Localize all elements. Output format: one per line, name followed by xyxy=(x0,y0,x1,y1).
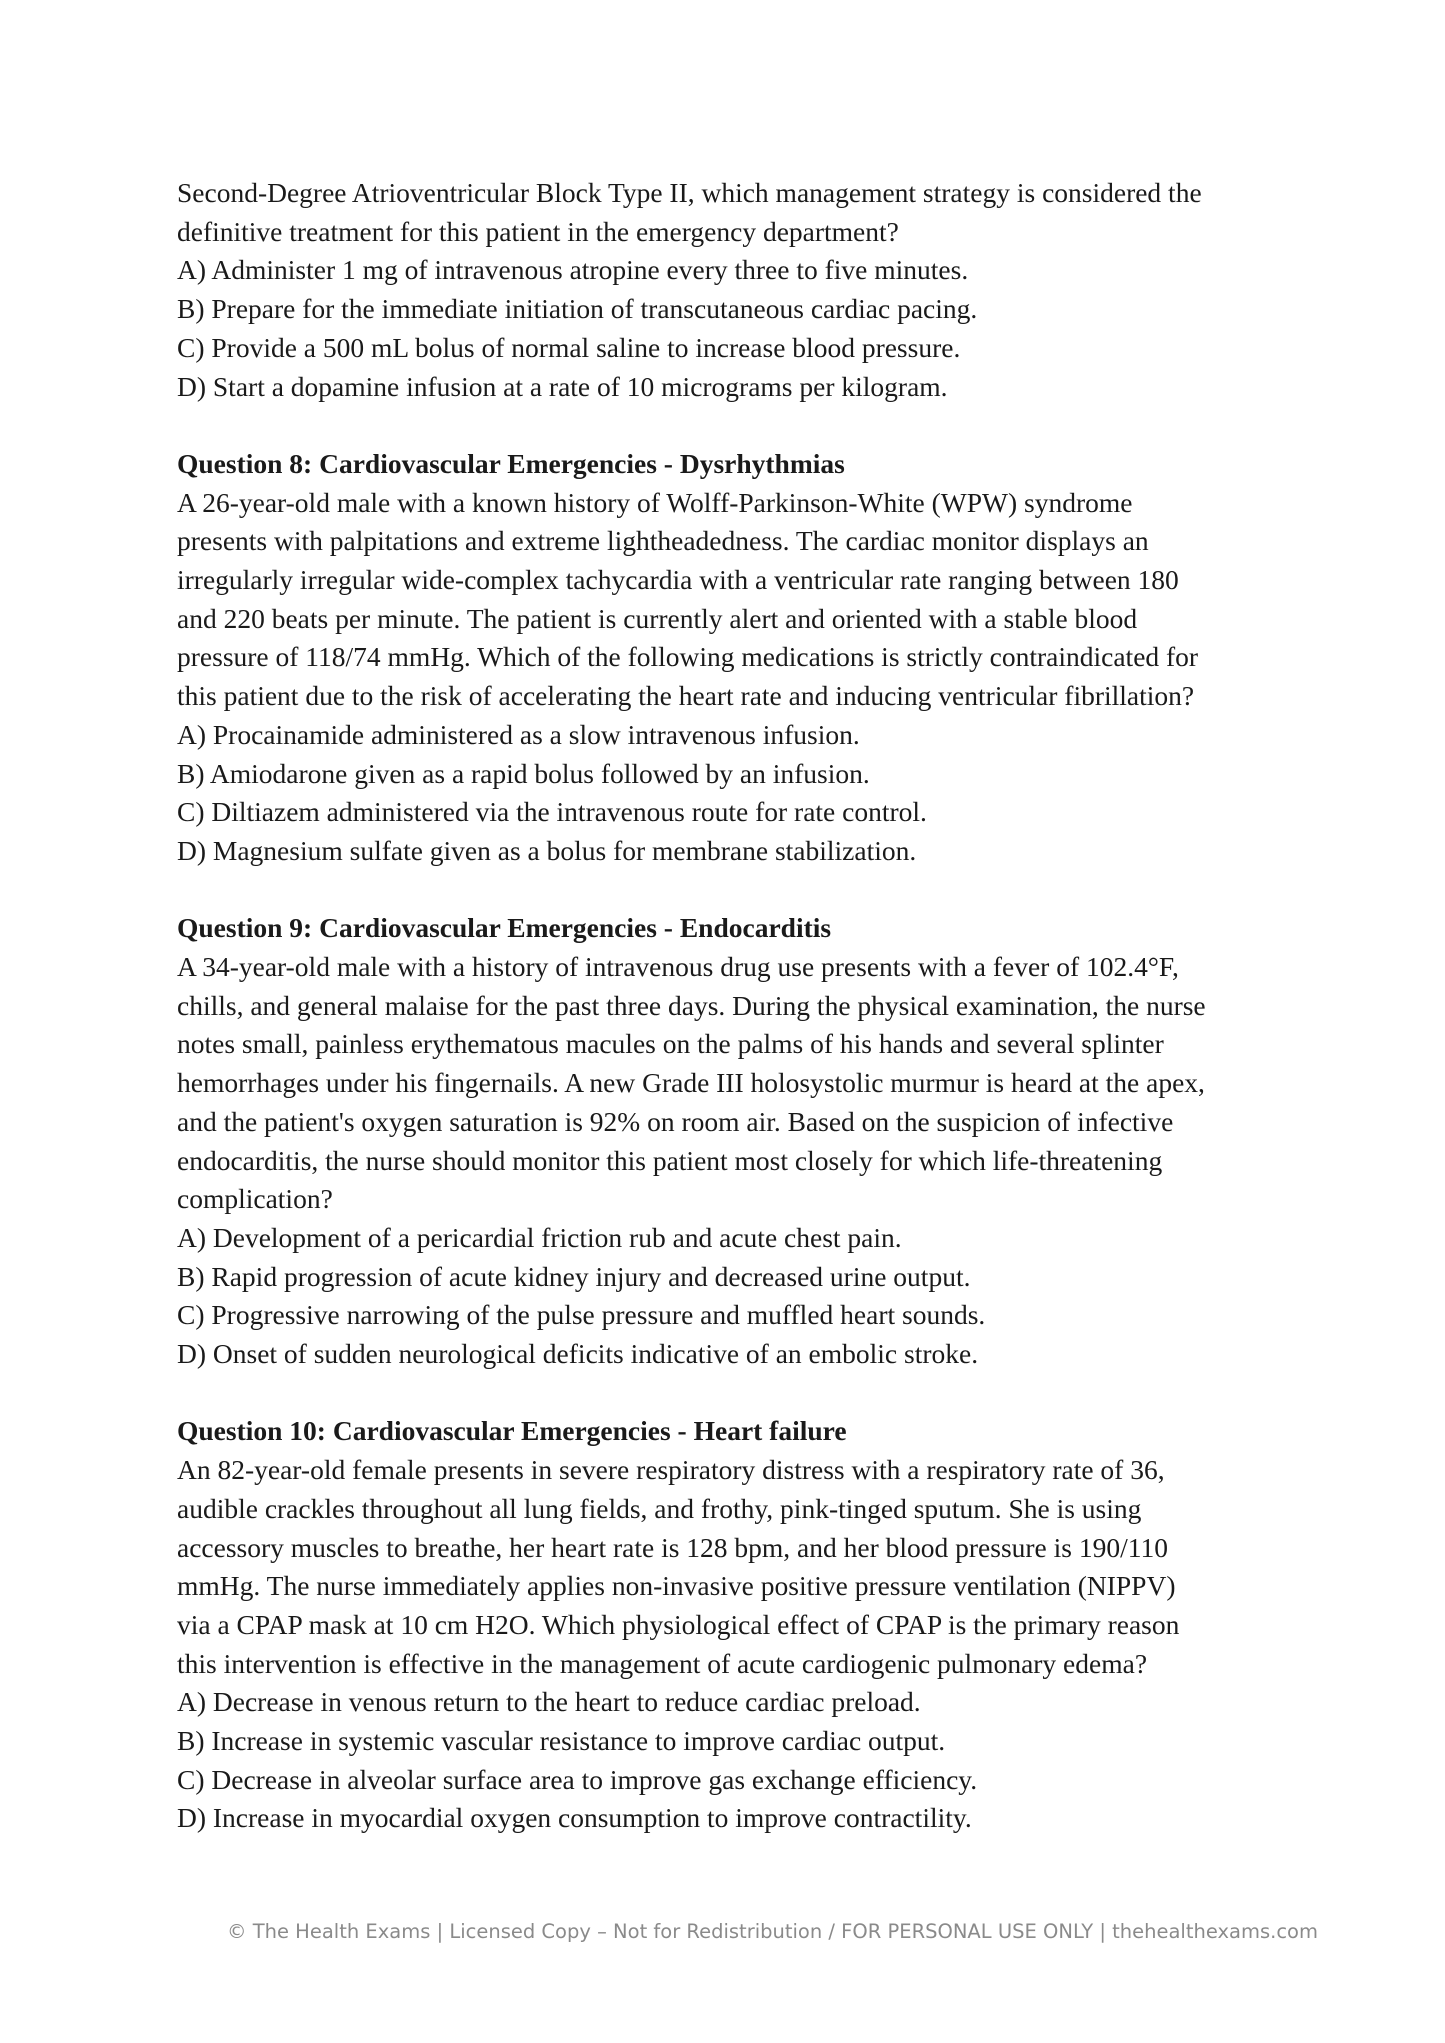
question-text-line: audible crackles throughout all lung fields, and frothy, pink-tinged sputum. She is using xyxy=(177,1492,1142,1524)
question-9 xyxy=(177,909,1297,1373)
question-text-line: complication? xyxy=(177,1183,333,1215)
question-text-line: hemorrhages under his fingernails. A new Grade III holosystolic murmur is heard at the apex, xyxy=(177,1067,1205,1099)
question-text-line: Second-Degree Atrioventricular Block Type II, which management strategy is considered the xyxy=(177,177,1202,208)
question-text-line: this intervention is effective in the management of acute cardiogenic pulmonary edema? xyxy=(177,1647,1148,1679)
question-text-line: endocarditis, the nurse should monitor this patient most closely for which life-threatening xyxy=(177,1144,1163,1176)
question-text-line: via a CPAP mask at 10 cm H2O. Which physiological effect of CPAP is the primary reason xyxy=(177,1608,1180,1640)
answer-option-c: C) Progressive narrowing of the pulse pressure and muffled heart sounds. xyxy=(177,1299,986,1331)
question-text-line: A 26-year-old male with a known history of Wolff-Parkinson-White (WPW) syndrome xyxy=(177,486,1133,518)
question-text-line: A 34-year-old male with a history of intravenous drug use presents with a fever of 102.4°F, xyxy=(177,951,1179,983)
question-7-continuation xyxy=(177,174,1297,406)
answer-option-b: B) Increase in systemic vascular resistance to improve cardiac output. xyxy=(177,1725,946,1757)
answer-option-b: B) Rapid progression of acute kidney injury and decreased urine output. xyxy=(177,1260,971,1292)
question-text-line: presents with palpitations and extreme lightheadedness. The cardiac monitor displays an xyxy=(177,525,1149,557)
answer-option-a: A) Decrease in venous return to the heart to reduce cardiac preload. xyxy=(177,1686,921,1718)
question-text-line: mmHg. The nurse immediately applies non-invasive positive pressure ventilation (NIPPV) xyxy=(177,1570,1176,1602)
question-heading: Question 8: Cardiovascular Emergencies - Dysrhythmias xyxy=(177,447,845,479)
answer-option-b: B) Prepare for the immediate initiation of transcutaneous cardiac pacing. xyxy=(177,293,978,325)
question-8 xyxy=(177,445,1297,871)
spacer xyxy=(177,871,1297,910)
question-text-line: and 220 beats per minute. The patient is currently alert and oriented with a stable blood xyxy=(177,602,1138,634)
spacer xyxy=(177,406,1297,445)
answer-option-d: D) Increase in myocardial oxygen consumption to improve contractility. xyxy=(177,1802,972,1834)
question-heading: Question 9: Cardiovascular Emergencies - Endocarditis xyxy=(177,912,832,944)
question-heading: Question 10: Cardiovascular Emergencies - Heart failure xyxy=(177,1415,847,1447)
answer-option-a: A) Administer 1 mg of intravenous atropine every three to five minutes. xyxy=(177,254,969,286)
answer-option-c: C) Decrease in alveolar surface area to improve gas exchange efficiency. xyxy=(177,1763,978,1795)
answer-option-c: C) Diltiazem administered via the intravenous route for rate control. xyxy=(177,796,927,828)
document-body xyxy=(177,174,1297,1838)
question-text-line: this patient due to the risk of accelerating the heart rate and inducing ventricular fibrillation? xyxy=(177,680,1195,712)
question-text-line: pressure of 118/74 mmHg. Which of the following medications is strictly contraindicated for xyxy=(177,641,1199,673)
answer-option-c: C) Provide a 500 mL bolus of normal saline to increase blood pressure. xyxy=(177,331,961,363)
question-text-line: An 82-year-old female presents in severe respiratory distress with a respiratory rate of 36, xyxy=(177,1454,1165,1486)
answer-option-d: D) Magnesium sulfate given as a bolus for membrane stabilization. xyxy=(177,834,917,866)
question-text-line: chills, and general malaise for the past three days. During the physical examination, the nurse xyxy=(177,989,1206,1021)
question-10 xyxy=(177,1412,1297,1838)
question-text-line: and the patient's oxygen saturation is 92% on room air. Based on the suspicion of infective xyxy=(177,1105,1174,1137)
question-text-line: irregularly irregular wide-complex tachycardia with a ventricular rate ranging between 180 xyxy=(177,564,1179,596)
page-footer: © The Health Exams | Licensed Copy – Not for Redistribution / FOR PERSONAL USE ONLY | thehealthexams.com xyxy=(227,1920,1318,1943)
question-text-line: accessory muscles to breathe, her heart rate is 128 bpm, and her blood pressure is 190/110 xyxy=(177,1531,1168,1563)
spacer xyxy=(177,1374,1297,1413)
question-text-line: notes small, painless erythematous macules on the palms of his hands and several splinter xyxy=(177,1028,1164,1060)
answer-option-d: D) Start a dopamine infusion at a rate of 10 micrograms per kilogram. xyxy=(177,370,948,402)
answer-option-d: D) Onset of sudden neurological deficits indicative of an embolic stroke. xyxy=(177,1338,979,1370)
answer-option-a: A) Procainamide administered as a slow intravenous infusion. xyxy=(177,718,860,750)
question-text-line: definitive treatment for this patient in the emergency department? xyxy=(177,215,899,247)
answer-option-b: B) Amiodarone given as a rapid bolus followed by an infusion. xyxy=(177,757,870,789)
answer-option-a: A) Development of a pericardial friction rub and acute chest pain. xyxy=(177,1221,902,1253)
